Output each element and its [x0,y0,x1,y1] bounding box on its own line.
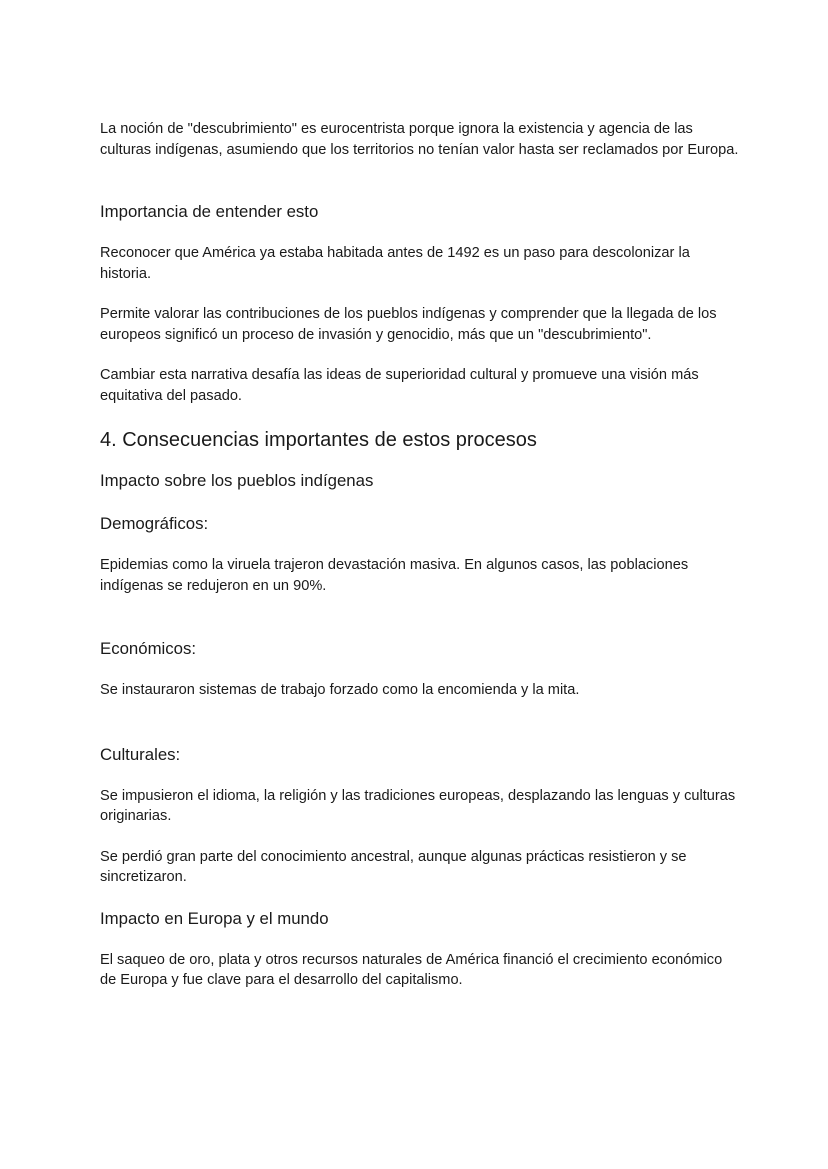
paragraph-eurocentrismo: La noción de "descubrimiento" es eurocentrista porque ignora la existencia y agencia de las culturas indígenas, asumiendo que los territorios no tenían valor hasta ser reclamados por Europa. [100,121,739,158]
heading-economicos: Económicos: [100,639,197,658]
paragraph-epidemias: Epidemias como la viruela trajeron devastación masiva. En algunos casos, las poblaciones indígenas se redujeron en un 90%. [100,557,689,594]
paragraph-conocimiento: Se perdió gran parte del conocimiento ancestral, aunque algunas prácticas resistieron y se sincretizaron. [100,848,687,885]
paragraph-narrativa: Cambiar esta narrativa desafía las ideas de superioridad cultural y promueve una visión más equitativa del pasado. [100,367,699,404]
paragraph-descolonizar: Reconocer que América ya estaba habitada antes de 1492 es un paso para descolonizar la historia. [100,245,690,282]
heading-importancia: Importancia de entender esto [100,202,319,221]
heading-impacto-europa: Impacto en Europa y el mundo [100,908,329,928]
heading-impacto-indigenas: Impacto sobre los pueblos indígenas [100,471,374,490]
paragraph-saqueo: El saqueo de oro, plata y otros recursos naturales de América financió el crecimiento económico de Europa y fue clave para el desarrollo del capitalismo. [100,951,723,988]
heading-section-4: 4. Consecuencias importantes de estos procesos [100,429,537,451]
paragraph-idioma: Se impusieron el idioma, la religión y las tradiciones europeas, desplazando las lenguas y culturas originarias. [100,787,736,824]
paragraph-trabajo-forzado: Se instauraron sistemas de trabajo forzado como la encomienda y la mita. [100,682,580,698]
heading-culturales: Culturales: [100,744,181,764]
heading-demograficos: Demográficos: [100,514,209,533]
paragraph-contribuciones: Permite valorar las contribuciones de los pueblos indígenas y comprender que la llegada de los europeos significó un proceso de invasión y genocidio, más que un "descubrimiento". [100,306,717,343]
document-page [100,119,740,991]
